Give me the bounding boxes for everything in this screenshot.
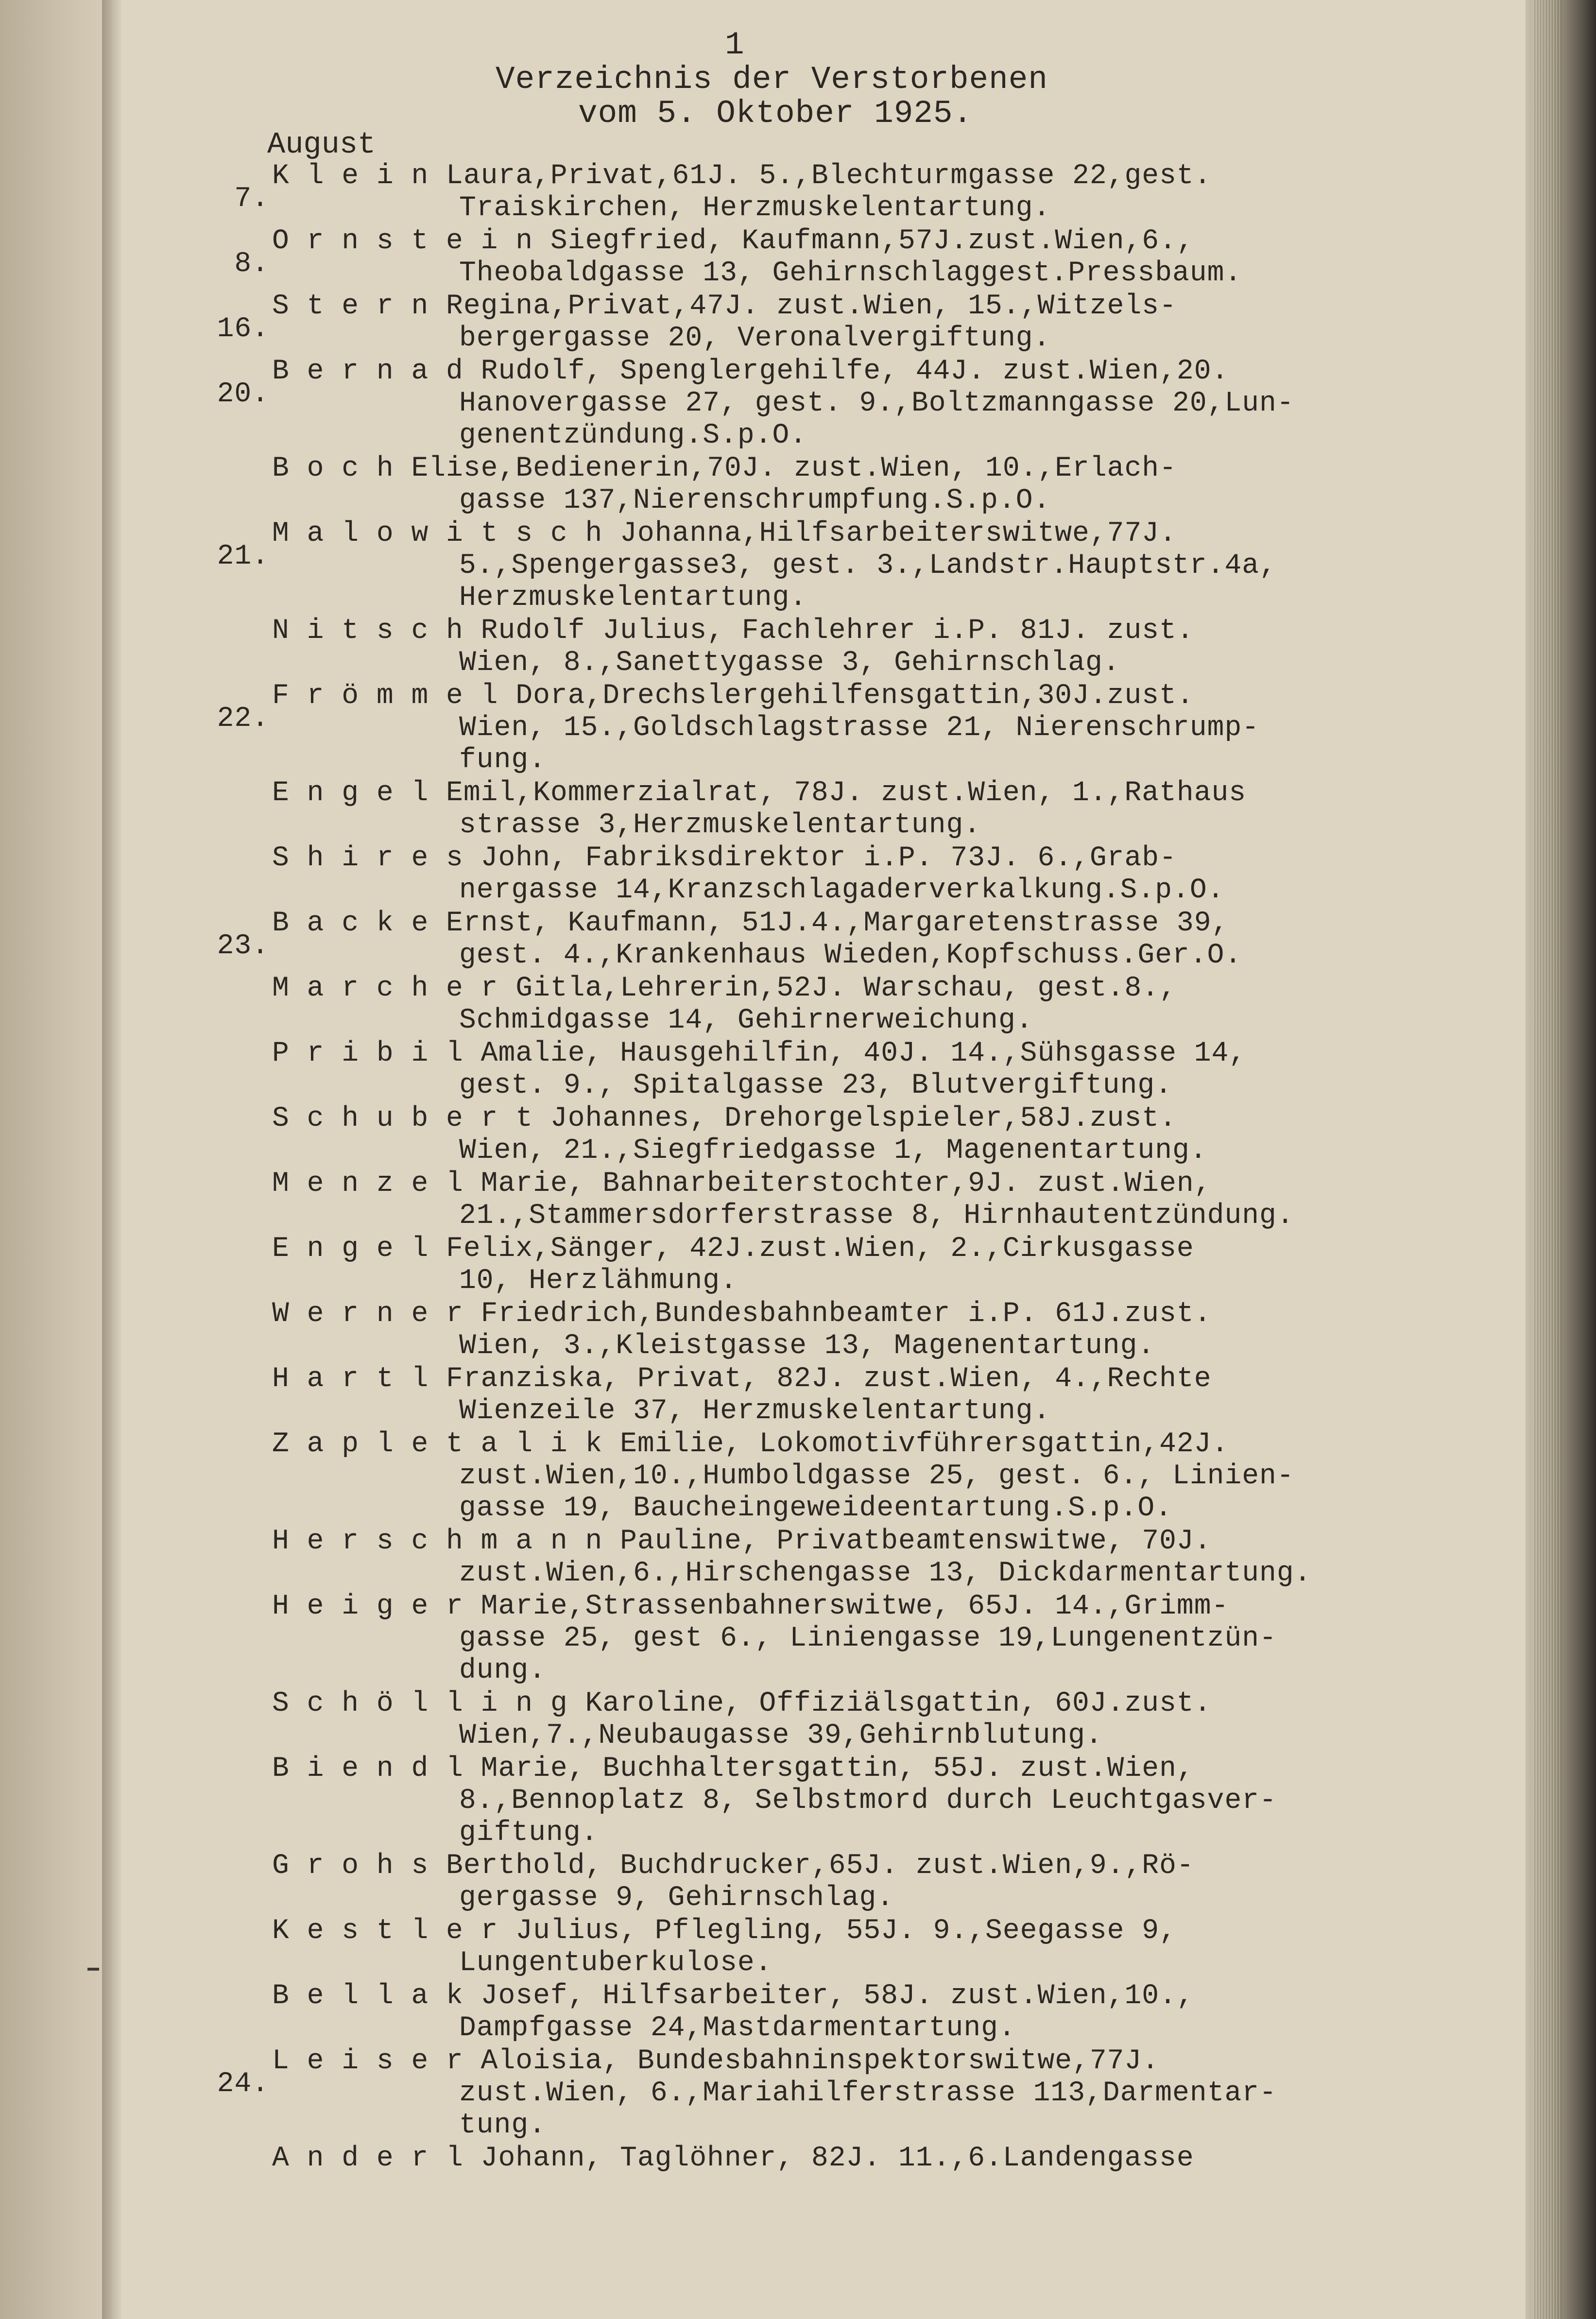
entry-text: B e r n a d Rudolf, Spenglergehilfe, 44J. zust.Wien,20. bbox=[272, 356, 1229, 387]
entry-text: P r i b i l Amalie, Hausgehilfin, 40J. 14.,Sühsgasse 14, bbox=[272, 1038, 1247, 1069]
entry-first-line bbox=[272, 615, 1516, 647]
entry-first-line bbox=[272, 1688, 1516, 1720]
register-entry bbox=[217, 356, 1516, 452]
entry-text: gasse 19, Baucheingeweideentartung.S.p.O. bbox=[459, 1493, 1173, 1524]
entry-day: 7. bbox=[234, 183, 269, 215]
document-title: Verzeichnis der Verstorbenen bbox=[496, 61, 1048, 98]
entry-text: gest. 9., Spitalgasse 23, Blutvergiftung. bbox=[459, 1070, 1173, 1101]
entry-first-line bbox=[272, 1103, 1516, 1135]
entry-text: Traiskirchen, Herzmuskelentartung. bbox=[459, 192, 1051, 224]
entry-text: 5.,Spengergasse3, gest. 3.,Landstr.Hauptstr.4a, bbox=[459, 550, 1277, 582]
entry-continuation-line bbox=[272, 1005, 1516, 1037]
entry-continuation-line bbox=[272, 1882, 1516, 1914]
entry-text: zust.Wien,10.,Humboldgasse 25, gest. 6., Linien- bbox=[459, 1460, 1294, 1492]
entry-text: tung. bbox=[459, 2110, 547, 2141]
entry-text: Theobaldgasse 13, Gehirnschlaggest.Pressbaum. bbox=[459, 258, 1242, 289]
entry-text: gergasse 9, Gehirnschlag. bbox=[459, 1882, 894, 1914]
entry-text: zust.Wien,6.,Hirschengasse 13, Dickdarmentartung. bbox=[459, 1558, 1312, 1589]
entry-day: 22. bbox=[217, 703, 269, 735]
entry-continuation-line bbox=[272, 1493, 1516, 1525]
entry-continuation-line bbox=[272, 1720, 1516, 1752]
entry-text: Wien,7.,Neubaugasse 39,Gehirnblutung. bbox=[459, 1720, 1103, 1752]
entry-text: strasse 3,Herzmuskelentartung. bbox=[459, 809, 981, 841]
entry-text: B a c k e Ernst, Kaufmann, 51J.4.,Margaretenstrasse 39, bbox=[272, 908, 1229, 939]
entry-continuation-line bbox=[272, 2078, 1516, 2110]
entry-text: Dampfgasse 24,Mastdarmentartung. bbox=[459, 2012, 1016, 2044]
entry-continuation-line bbox=[272, 2012, 1516, 2044]
entry-day: 20. bbox=[217, 378, 269, 410]
entry-text: S c h u b e r t Johannes, Drehorgelspieler,58J.zust. bbox=[272, 1103, 1177, 1134]
entry-day: 24. bbox=[217, 2068, 269, 2100]
register-entry bbox=[272, 615, 1516, 679]
entry-text: L e i s e r Aloisia, Bundesbahninspektorswitwe,77J. bbox=[272, 2045, 1160, 2077]
entry-text: Wien, 21.,Siegfriedgasse 1, Magenentartung. bbox=[459, 1135, 1207, 1167]
entry-continuation-line bbox=[272, 1330, 1516, 1362]
register-entry bbox=[234, 225, 1516, 290]
register-entry bbox=[217, 908, 1516, 972]
register-entry bbox=[272, 1168, 1516, 1232]
entry-text: M a l o w i t s c h Johanna,Hilfsarbeiterswitwe,77J. bbox=[272, 518, 1177, 550]
entry-text: gest. 4.,Krankenhaus Wieden,Kopfschuss.Ger.O. bbox=[459, 940, 1242, 971]
entry-text: Herzmuskelentartung. bbox=[459, 582, 807, 614]
register-entry bbox=[272, 1526, 1516, 1590]
register-entry bbox=[272, 1363, 1516, 1427]
entry-text: A n d e r l Johann, Taglöhner, 82J. 11.,6.Landengasse bbox=[272, 2143, 1194, 2174]
entry-first-line bbox=[272, 1526, 1516, 1558]
register-entry bbox=[272, 1038, 1516, 1102]
register-entry bbox=[272, 1753, 1516, 1849]
entry-text: M e n z e l Marie, Bahnarbeiterstochter,9J. zust.Wien, bbox=[272, 1168, 1212, 1200]
page-number: 1 bbox=[725, 27, 744, 63]
entry-text: K e s t l e r Julius, Pflegling, 55J. 9.,Seegasse 9, bbox=[272, 1915, 1177, 1947]
entry-first-line bbox=[272, 1168, 1516, 1200]
entry-text: 10, Herzlähmung. bbox=[459, 1265, 738, 1297]
entry-continuation-line bbox=[272, 582, 1516, 614]
register-entry bbox=[272, 1980, 1516, 2044]
entry-text: H e i g e r Marie,Strassenbahnerswitwe, 65J. 14.,Grimm- bbox=[272, 1591, 1229, 1622]
entry-first-line bbox=[272, 1850, 1516, 1882]
register-entry bbox=[217, 680, 1516, 776]
entry-day: 16. bbox=[217, 313, 269, 345]
entry-continuation-line bbox=[272, 1135, 1516, 1167]
entry-first-line bbox=[272, 1915, 1516, 1947]
entry-continuation-line bbox=[272, 388, 1516, 420]
entry-text: gasse 25, gest 6., Liniengasse 19,Lungenentzün- bbox=[459, 1623, 1277, 1654]
entry-text: S c h ö l l i n g Karoline, Offiziälsgattin, 60J.zust. bbox=[272, 1688, 1212, 1719]
entry-first-line bbox=[272, 1980, 1516, 2012]
entry-continuation-line bbox=[272, 420, 1516, 452]
register-entry bbox=[272, 1233, 1516, 1297]
entry-continuation-line bbox=[272, 192, 1516, 224]
entry-continuation-line bbox=[272, 1395, 1516, 1427]
entry-text: K l e i n Laura,Privat,61J. 5.,Blechturmgasse 22,gest. bbox=[272, 160, 1212, 192]
entry-continuation-line bbox=[272, 875, 1516, 907]
entry-text: E n g e l Felix,Sänger, 42J.zust.Wien, 2.,Cirkusgasse bbox=[272, 1233, 1194, 1265]
entry-first-line bbox=[272, 1428, 1516, 1460]
register-entry bbox=[272, 1591, 1516, 1687]
entry-first-line bbox=[272, 2143, 1516, 2175]
entry-text: Lungentuberkulose. bbox=[459, 1947, 772, 1979]
register-entry bbox=[217, 518, 1516, 614]
entry-text: Wienzeile 37, Herzmuskelentartung. bbox=[459, 1395, 1051, 1427]
register-entry bbox=[217, 2045, 1516, 2142]
entry-continuation-line bbox=[272, 940, 1516, 972]
entry-text: zust.Wien, 6.,Mariahilferstrasse 113,Darmentar- bbox=[459, 2078, 1277, 2109]
register-entry bbox=[272, 1103, 1516, 1167]
entry-continuation-line bbox=[272, 1947, 1516, 1979]
entry-text: W e r n e r Friedrich,Bundesbahnbeamter i.P. 61J.zust. bbox=[272, 1298, 1212, 1330]
register-entry bbox=[272, 973, 1516, 1037]
entry-first-line bbox=[272, 1591, 1516, 1623]
entry-first-line bbox=[272, 1753, 1516, 1785]
entry-continuation-line bbox=[272, 258, 1516, 290]
entry-text: M a r c h e r Gitla,Lehrerin,52J. Warschau, gest.8., bbox=[272, 973, 1177, 1004]
entry-continuation-line bbox=[272, 1558, 1516, 1590]
entry-text: Wien, 15.,Goldschlagstrasse 21, Nierenschrump- bbox=[459, 712, 1260, 744]
entry-first-line bbox=[272, 453, 1516, 485]
register-entry bbox=[272, 777, 1516, 842]
entry-text: Z a p l e t a l i k Emilie, Lokomotivführersgattin,42J. bbox=[272, 1428, 1229, 1460]
register-entry bbox=[272, 842, 1516, 907]
entry-continuation-line bbox=[272, 647, 1516, 679]
entry-continuation-line bbox=[272, 744, 1516, 776]
entry-first-line bbox=[272, 1298, 1516, 1330]
entry-continuation-line bbox=[272, 1265, 1516, 1297]
entry-text: B i e n d l Marie, Buchhaltersgattin, 55J. zust.Wien, bbox=[272, 1753, 1194, 1785]
entry-text: S h i r e s John, Fabriksdirektor i.P. 73J. 6.,Grab- bbox=[272, 842, 1177, 874]
month-heading: August bbox=[267, 127, 376, 162]
entry-continuation-line bbox=[272, 1460, 1516, 1493]
entry-text: genentzündung.S.p.O. bbox=[459, 420, 807, 451]
entry-text: bergergasse 20, Veronalvergiftung. bbox=[459, 323, 1051, 354]
entry-continuation-line bbox=[272, 1070, 1516, 1102]
entry-text: 21.,Stammersdorferstrasse 8, Hirnhautentzündung. bbox=[459, 1200, 1294, 1232]
register-entry bbox=[272, 453, 1516, 517]
entry-text: Hanovergasse 27, gest. 9.,Boltzmanngasse 20,Lun- bbox=[459, 388, 1294, 419]
document-subtitle: vom 5. Oktober 1925. bbox=[578, 95, 973, 132]
entry-text: 8.,Bennoplatz 8, Selbstmord durch Leuchtgasver- bbox=[459, 1785, 1277, 1817]
entry-continuation-line bbox=[272, 550, 1516, 582]
entry-text: E n g e l Emil,Kommerzialrat, 78J. zust.Wien, 1.,Rathaus bbox=[272, 777, 1247, 809]
register-entry bbox=[272, 1688, 1516, 1752]
entry-text: fung. bbox=[459, 744, 547, 776]
entry-text: B o c h Elise,Bedienerin,70J. zust.Wien, 10.,Erlach- bbox=[272, 453, 1177, 484]
entry-text: Schmidgasse 14, Gehirnerweichung. bbox=[459, 1005, 1033, 1036]
entry-text: H a r t l Franziska, Privat, 82J. zust.Wien, 4.,Rechte bbox=[272, 1363, 1212, 1395]
entry-text: N i t s c h Rudolf Julius, Fachlehrer i.P. 81J. zust. bbox=[272, 615, 1194, 647]
entry-day: 21. bbox=[217, 541, 269, 572]
entry-text: G r o h s Berthold, Buchdrucker,65J. zust.Wien,9.,Rö- bbox=[272, 1850, 1194, 1882]
register-entry bbox=[217, 291, 1516, 355]
entry-first-line bbox=[272, 1038, 1516, 1070]
entry-text: dung. bbox=[459, 1655, 547, 1686]
entry-continuation-line bbox=[272, 323, 1516, 355]
entry-day: 8. bbox=[234, 248, 269, 280]
register-entry bbox=[272, 1850, 1516, 1914]
register-entry bbox=[234, 160, 1516, 224]
entry-first-line bbox=[272, 1233, 1516, 1265]
register-entry bbox=[272, 1428, 1516, 1525]
entry-continuation-line bbox=[272, 2110, 1516, 2142]
entry-continuation-line bbox=[272, 1817, 1516, 1849]
register-entry bbox=[272, 2143, 1516, 2175]
entry-first-line bbox=[272, 842, 1516, 875]
entry-text: H e r s c h m a n n Pauline, Privatbeamtenswitwe, 70J. bbox=[272, 1526, 1212, 1557]
entry-continuation-line bbox=[272, 1655, 1516, 1687]
entry-continuation-line bbox=[272, 485, 1516, 517]
entry-text: giftung. bbox=[459, 1817, 599, 1849]
entry-text: gasse 137,Nierenschrumpfung.S.p.O. bbox=[459, 485, 1051, 516]
entry-first-line bbox=[272, 1363, 1516, 1395]
entry-text: Wien, 3.,Kleistgasse 13, Magenentartung. bbox=[459, 1330, 1155, 1362]
entry-first-line bbox=[272, 777, 1516, 809]
entry-text: F r ö m m e l Dora,Drechslergehilfensgattin,30J.zust. bbox=[272, 680, 1194, 712]
entry-text: B e l l a k Josef, Hilfsarbeiter, 58J. zust.Wien,10., bbox=[272, 1980, 1194, 2012]
entry-continuation-line bbox=[272, 1785, 1516, 1817]
register-entry bbox=[272, 1915, 1516, 1979]
entry-first-line bbox=[272, 973, 1516, 1005]
entry-continuation-line bbox=[272, 1200, 1516, 1232]
entry-text: Wien, 8.,Sanettygasse 3, Gehirnschlag. bbox=[459, 647, 1120, 679]
register-entry bbox=[272, 1298, 1516, 1362]
entry-text: nergasse 14,Kranzschlagaderverkalkung.S.p.O. bbox=[459, 875, 1225, 906]
entry-text: S t e r n Regina,Privat,47J. zust.Wien, 15.,Witzels- bbox=[272, 291, 1177, 322]
entry-day: 23. bbox=[217, 930, 269, 962]
entry-continuation-line bbox=[272, 712, 1516, 744]
entry-continuation-line bbox=[272, 809, 1516, 842]
entry-text: O r n s t e i n Siegfried, Kaufmann,57J.zust.Wien,6., bbox=[272, 225, 1194, 257]
entry-continuation-line bbox=[272, 1623, 1516, 1655]
